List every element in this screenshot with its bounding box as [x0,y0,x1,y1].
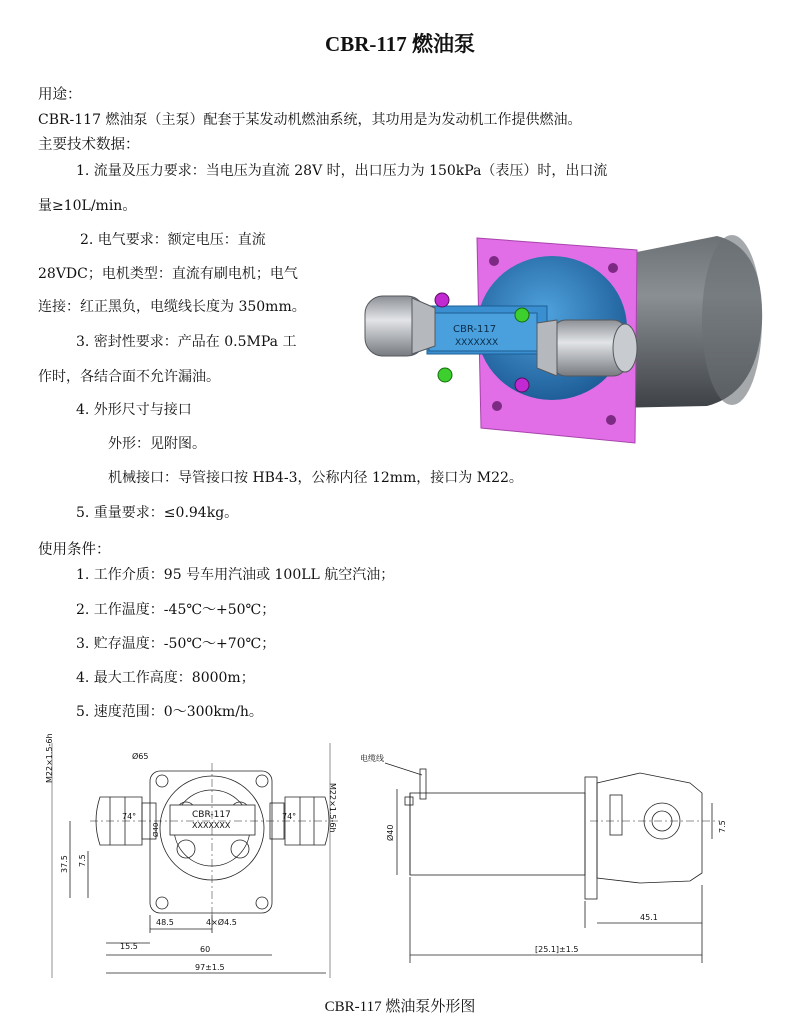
dim-h75: 7.5 [78,854,87,867]
render-serial-label: XXXXXXX [455,338,499,348]
figure-caption: CBR-117 燃油泵外形图 [324,999,476,1015]
dim-holes: 4×Ø4.5 [206,918,237,927]
spec-item-1b: 量≥10L/min。 [38,198,137,214]
spec-item-3a: 3. 密封性要求：产品在 0.5MPa 工 [76,334,297,350]
conditions-heading: 使用条件： [38,542,111,558]
dim-w97: 97±1.5 [195,963,225,972]
condition-item-1: 1. 工作介质：95 号车用汽油或 100LL 航空汽油； [76,567,395,583]
condition-item-2: 2. 工作温度：-45℃～+50℃； [76,602,276,618]
dim-w155: 15.5 [120,942,138,951]
screw-icon [515,378,529,392]
drawing-plate-serial: XXXXXXX [192,821,231,830]
render-model-label: CBR-117 [453,324,497,335]
spec-item-4-shape: 外形：见附图。 [108,436,206,452]
dim-thread-right: M22×1.5-6h [328,783,337,833]
spec-item-5: 5. 重量要求：≤0.94kg。 [76,505,239,521]
purpose-heading: 用途： [38,87,82,103]
dim-w485: 48.5 [156,918,174,927]
spec-item-2a: 2. 电气要求：额定电压：直流 [80,232,266,248]
dim-thread-left: M22×1.5-6h [45,733,54,783]
spec-item-4: 4. 外形尺寸与接口 [76,402,192,418]
dim-angle-left: 74° [122,812,137,821]
page-title: CBR-117 燃油泵 [325,32,475,56]
condition-item-4: 4. 最大工作高度：8000m； [76,670,255,686]
screw-icon [438,368,452,382]
spec-item-4-interface: 机械接口：导管接口按 HB4-3，公称内径 12mm，接口为 M22。 [108,470,523,486]
spec-item-1a: 1. 流量及压力要求：当电压为直流 28V 时，出口压力为 150kPa（表压）时，出口流 [76,163,608,179]
dim-r75: 7.5 [718,820,727,833]
dim-h375: 37.5 [60,855,69,873]
dim-dia40-small: Ø40 [152,822,160,837]
drawing-plate-model: CBR-117 [192,810,231,820]
screw-icon [435,293,449,307]
screw-icon [515,308,529,322]
dim-w451: 45.1 [640,913,658,922]
dim-dia65: Ø65 [132,752,149,761]
condition-item-5: 5. 速度范围：0～300km/h。 [76,704,263,720]
spec-item-2c: 连接：红正黑负，电缆线长度为 350mm。 [38,299,306,315]
spec-item-3b: 作时，各结合面不允许漏油。 [38,369,220,385]
purpose-text: CBR-117 燃油泵（主泵）配套于某发动机燃油系统，其功用是为发动机工作提供燃油。 [38,112,582,128]
spec-item-2b: 28VDC；电机类型：直流有刷电机；电气 [38,266,298,282]
pump-render [357,228,767,458]
dim-w251: [25.1]±1.5 [535,945,579,954]
dim-cable: 电缆线 [360,754,384,763]
condition-item-3: 3. 贮存温度：-50℃～+70℃； [76,636,276,652]
dim-angle-right: 74° [282,812,297,821]
specs-heading: 主要技术数据： [38,137,140,153]
dim-dia40: Ø40 [386,824,395,841]
dim-w60: 60 [200,945,211,954]
outline-drawing [30,733,780,988]
